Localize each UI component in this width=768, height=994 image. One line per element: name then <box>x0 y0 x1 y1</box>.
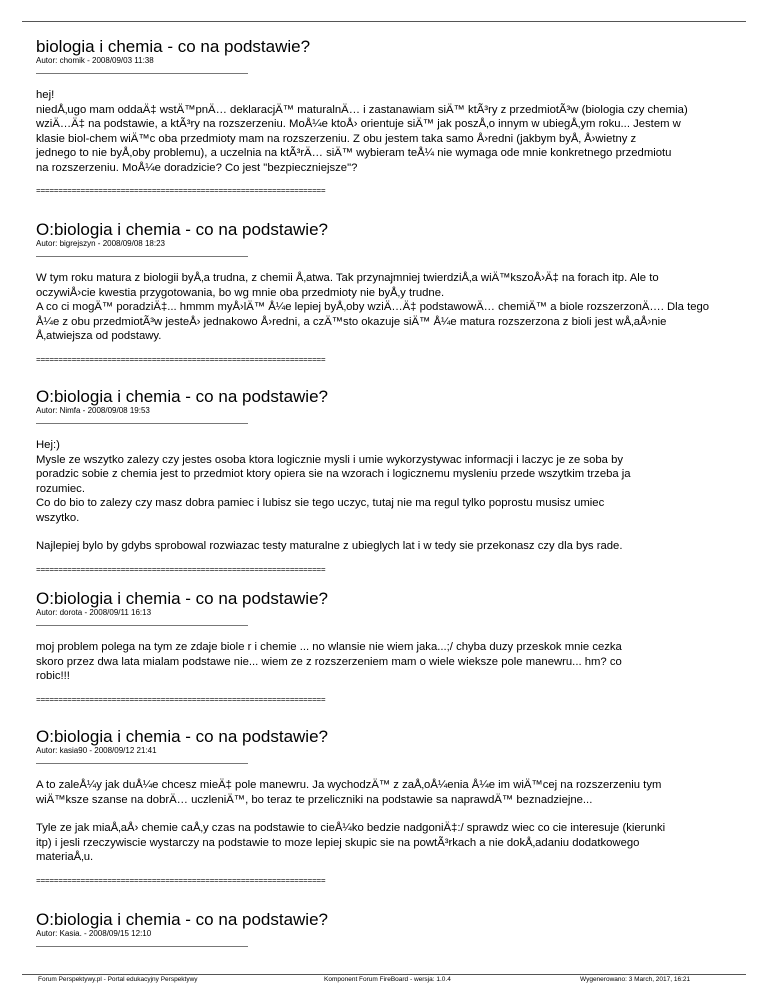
post-line: Co do bio to zalezy czy masz dobra pamiec i lubisz sie tego uczyc, tutaj nie ma regul tylko poprostu musisz umiec <box>36 497 605 509</box>
post-line: moj problem polega na tym ze zdaje biole r i chemie ... no wlansie nie wiem jaka...;/ chyba duzy przeskok mnie cezka <box>36 641 622 653</box>
post-line: rozumiec. <box>36 482 85 495</box>
forum-post <box>36 220 768 366</box>
post-author-meta: Autor: Nimfa - 2008/09/08 19:53 <box>36 406 150 415</box>
post-author-meta: Autor: kasia90 - 2008/09/12 21:41 <box>36 746 157 755</box>
meta-divider <box>36 73 248 74</box>
post-line: itp) i jesli rzeczywiscie wystarczy na podstawie to moze lepiej skupic sie na powtÃ³rkach a nie dokÅ‚adaniu dodatkowego <box>36 836 640 849</box>
post-body <box>36 88 768 175</box>
top-rule <box>22 21 746 22</box>
post-line: poradzic sobie z chemia jest to przedmiot ktory opiera sie na wzorach i logicznemu mysleniu przede wszytkim trzeba ja <box>36 468 631 480</box>
post-paragraph <box>36 539 768 554</box>
post-line: skoro przez dwa lata mialam podstawe nie... wiem ze z rozszerzeniem mam o wiele wieksze pole manewru... hm? co <box>36 655 622 668</box>
post-paragraph <box>36 778 768 807</box>
post-separator: ================================================================= <box>36 187 326 196</box>
footer-component-version: Komponent Forum FireBoard - wersja: 1.0.4 <box>324 976 451 983</box>
post-separator: ================================================================= <box>36 695 326 705</box>
post-line: robic!!! <box>36 670 70 682</box>
meta-divider <box>36 423 248 424</box>
post-paragraph <box>36 438 768 525</box>
forum-post <box>36 910 768 947</box>
forum-post <box>36 589 768 706</box>
post-paragraph <box>36 88 768 175</box>
footer-rule <box>22 974 746 975</box>
post-line: W tym roku matura z biologii byÅ‚a trudna, z chemii Å‚atwa. Tak przynajmniej twierdziÅ‚a wiÄ™kszoÅ›Ä‡ na forach itp. Ale to <box>36 272 659 284</box>
footer-site-name: Forum Perspektywy.pl - Portal edukacyjny Perspektywy <box>38 976 198 983</box>
post-paragraph <box>36 821 768 865</box>
post-title: O:biologia i chemia - co na podstawie? <box>36 910 328 929</box>
footer-generated-date: Wygenerowano: 3 March, 2017, 16:21 <box>580 976 691 983</box>
post-line: Å‚atwiejsza od podstawy. <box>36 330 162 342</box>
post-line: Najlepiej bylo by gdybs sprobowal rozwiazac testy maturalne z ubieglych lat i w tedy sie przekonasz czy dla bys rade. <box>36 540 623 552</box>
post-paragraph <box>36 271 768 344</box>
post-line: A co ci mogÄ™ poradziÄ‡... hmmm myÅ›lÄ™ Å¼e lepiej byÅ‚oby wziÄ…Ä‡ podstawowÄ… chemiÄ™ a biole rozszerzonÄ…. Dla tego <box>36 301 710 313</box>
forum-post <box>36 387 768 576</box>
post-body <box>36 438 768 554</box>
forum-post <box>36 727 768 887</box>
post-separator: ================================================================= <box>36 355 326 365</box>
post-line: oczywiÅ›cie kwestia przygotowania, bo wg mnie oba przedmioty nie byÅ‚y trudne. <box>36 286 445 299</box>
post-author-meta: Autor: Kasia. - 2008/09/15 12:10 <box>36 929 152 938</box>
post-line: Hej:) <box>36 439 60 451</box>
post-separator: ================================================================= <box>36 876 326 886</box>
post-line: niedÅ‚ugo mam oddaÄ‡ wstÄ™pnÄ… deklaracjÄ™ maturalnÄ… i zastanawiam siÄ™ ktÃ³ry z przedmiotÃ³w (biologia czy chemia) <box>36 103 688 116</box>
post-title: O:biologia i chemia - co na podstawie? <box>36 220 328 239</box>
post-body <box>36 640 768 684</box>
post-line: wziÄ…Ä‡ na podstawie, a ktÃ³ry na rozszerzeniu. MoÅ¼e ktoÅ› orientuje siÄ™ jak poszÅ‚o innym w ubiegÅ‚ym roku... Jestem w <box>36 118 681 130</box>
post-body <box>36 778 768 865</box>
meta-divider <box>36 625 248 626</box>
post-title: biologia i chemia - co na podstawie? <box>36 37 311 56</box>
post-author-meta: Autor: dorota - 2008/09/11 16:13 <box>36 608 152 617</box>
post-paragraph <box>36 640 768 684</box>
post-line: Mysle ze wszytko zalezy czy jestes osoba ktora logicznie mysli i umie wykorzystywac informacji i laczyc je ze soba by <box>36 453 623 466</box>
post-line: wiÄ™ksze szanse na dobrÄ… uczleniÄ™, bo teraz te przeliczniki na podstawie sa naprawdÄ™ beznadziejne... <box>36 793 593 806</box>
post-line: jednego to nie byÅ‚oby problemu), a uczelnia na ktÃ³rÄ… siÄ™ wybieram teÅ¼ nie wymaga ode mnie konkretnego przedmiotu <box>36 147 672 159</box>
post-line: A to zaleÅ¼y jak duÅ¼e chcesz mieÄ‡ pole manewru. Ja wychodzÄ™ z zaÅ‚oÅ¼enia Å¼e im wiÄ™cej na rozszerzeniu tym <box>36 779 662 791</box>
forum-post <box>36 37 768 197</box>
post-title: O:biologia i chemia - co na podstawie? <box>36 589 328 608</box>
post-line: materiaÅ‚u. <box>36 851 94 863</box>
post-line: Tyle ze jak miaÅ‚aÅ› chemie caÅ‚y czas na podstawie to cieÅ¼ko bedzie nadgoniÄ‡:/ sprawdz wiec co cie interesuje (kierunki <box>36 822 666 834</box>
post-body <box>36 271 768 344</box>
meta-divider <box>36 763 248 764</box>
meta-divider <box>36 256 248 257</box>
post-author-meta: Autor: chomik - 2008/09/03 11:38 <box>36 56 154 65</box>
post-title: O:biologia i chemia - co na podstawie? <box>36 387 328 406</box>
meta-divider <box>36 946 248 947</box>
post-line: na rozszerzeniu. MoÅ¼e doradzicie? Co jest "bezpieczniejsze"? <box>36 161 358 174</box>
post-separator: ================================================================= <box>36 565 326 575</box>
post-author-meta: Autor: bigrejszyn - 2008/09/08 18:23 <box>36 239 165 248</box>
post-title: O:biologia i chemia - co na podstawie? <box>36 727 328 746</box>
post-line: hej! <box>36 89 55 101</box>
post-line: Å¼e z obu przedmiotÃ³w jesteÅ› jednakowo Å›redni, a czÄ™sto okazuje siÄ™ Å¼e matura rozszerzona z bioli jest wÅ‚aÅ›nie <box>36 315 667 328</box>
post-line: wszytko. <box>36 511 80 524</box>
post-line: klasie biol-chem wiÄ™c oba przedmioty mam na rozszerzeniu. Z obu jestem taka samo Å›redni (jakbym byÅ‚ Å›wietny z <box>36 132 637 145</box>
